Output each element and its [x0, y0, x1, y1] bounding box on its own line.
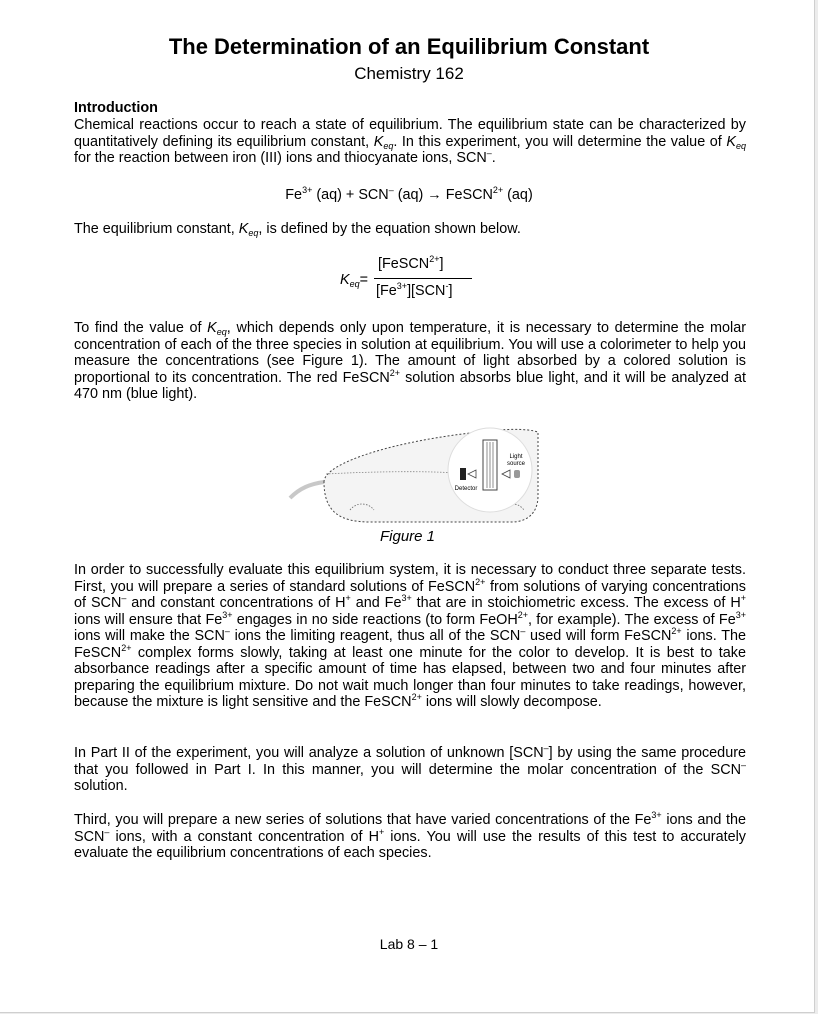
paragraph-part3: Third, you will prepare a new series of solutions that have varied concentrations of the $Fe^{3+}$ ions and the SCN– ions, with a constant concentration of H+ ions. You will use the results of this test to accurately evaluate the equilibrium concentrations of each species.: [74, 810, 746, 861]
keq-symbol: $K_{eq}=$: [340, 272, 369, 289]
intro-paragraph: Chemical reactions occur to reach a state of equilibrium. The equilibrium state can be characterized by quantitatively defining its equilibrium constant, $K_{eq}$. In this experiment, you will determine the value of $K_{eq}$ for the reaction between iron (III) ions and thiocyanate ions, SCN–.: [74, 117, 746, 166]
expression-numerator: [FeSCN$^{2+}$]: [378, 254, 444, 272]
page-title: The Determination of an Equilibrium Constant: [168, 34, 650, 59]
detector-label: Detector: [454, 486, 478, 492]
figure-caption: Figure 1: [380, 528, 436, 545]
light-source-label: Light: [509, 454, 523, 460]
page-number: Lab 8 – 1: [379, 936, 439, 952]
definition-line: The equilibrium constant, $K_{eq}$, is defined by the equation shown below.: [74, 221, 521, 238]
paragraph-part2: In Part II of the experiment, you will analyze a solution of unknown [SCN–] by using the same procedure that you followed in Part I. In this manner, you will determine the molar concentration of the SCN– solution.: [74, 743, 746, 794]
fraction-bar: [374, 278, 472, 279]
paragraph-procedure-part1: In order to successfully evaluate this equilibrium system, it is necessary to conduct three separate tests. First, you will prepare a series of standard solutions of FeSCN$^{2+}$ from solutions of varying concentrations of SCN– and constant concentrations of H+ and $Fe^{3+}$ that are in stoichiometric excess. The excess of H+ ions will ensure that $Fe^{3+}$ engages in no side reactions (to form FeOH$^{2+}$, for example). The excess of $Fe^{3+}$ ions will make the SCN– ions the limiting reagent, thus all of the SCN– used will form FeSCN$^{2+}$ ions. The FeSCN$^{2+}$ complex forms slowly, taking at least one minute for the color to develop. It is best to take absorbance readings after a specific amount of time has elapsed, between two and four minutes after preparing the equilibrium mixture. Do not wait much longer than four minutes to take readings, however, because the mixture is light sensitive and the FeSCN$^{2+}$ ions will slowly decompose.: [74, 562, 746, 710]
expression-denominator: $[Fe^{3+}][SCN^-]$: [376, 281, 453, 299]
paragraph-colorimeter: To find the value of $K_{eq}$, which depends only upon temperature, it is necessary to determine the molar concentration of each of the three species in solution at equilibrium. You will use a colorimeter to help you measure the concentrations (see Figure 1). The amount of light absorbed by a colored solution is proportional to its concentration. The red FeSCN$^{2+}$ solution absorbs blue light, and it will be analyzed at 470 nm (blue light).: [74, 320, 746, 402]
light-source-label-2: source: [506, 461, 526, 467]
detector-icon: [460, 468, 466, 480]
cable-icon: [290, 482, 324, 498]
light-source-icon: [514, 470, 520, 478]
page-subtitle: Chemistry 162: [354, 64, 464, 83]
reaction-equation: $Fe^{3+}$ (aq) + SCN– (aq) → FeSCN$^{2+}$ (aq): [285, 185, 533, 203]
section-heading-introduction: Introduction: [74, 100, 158, 116]
